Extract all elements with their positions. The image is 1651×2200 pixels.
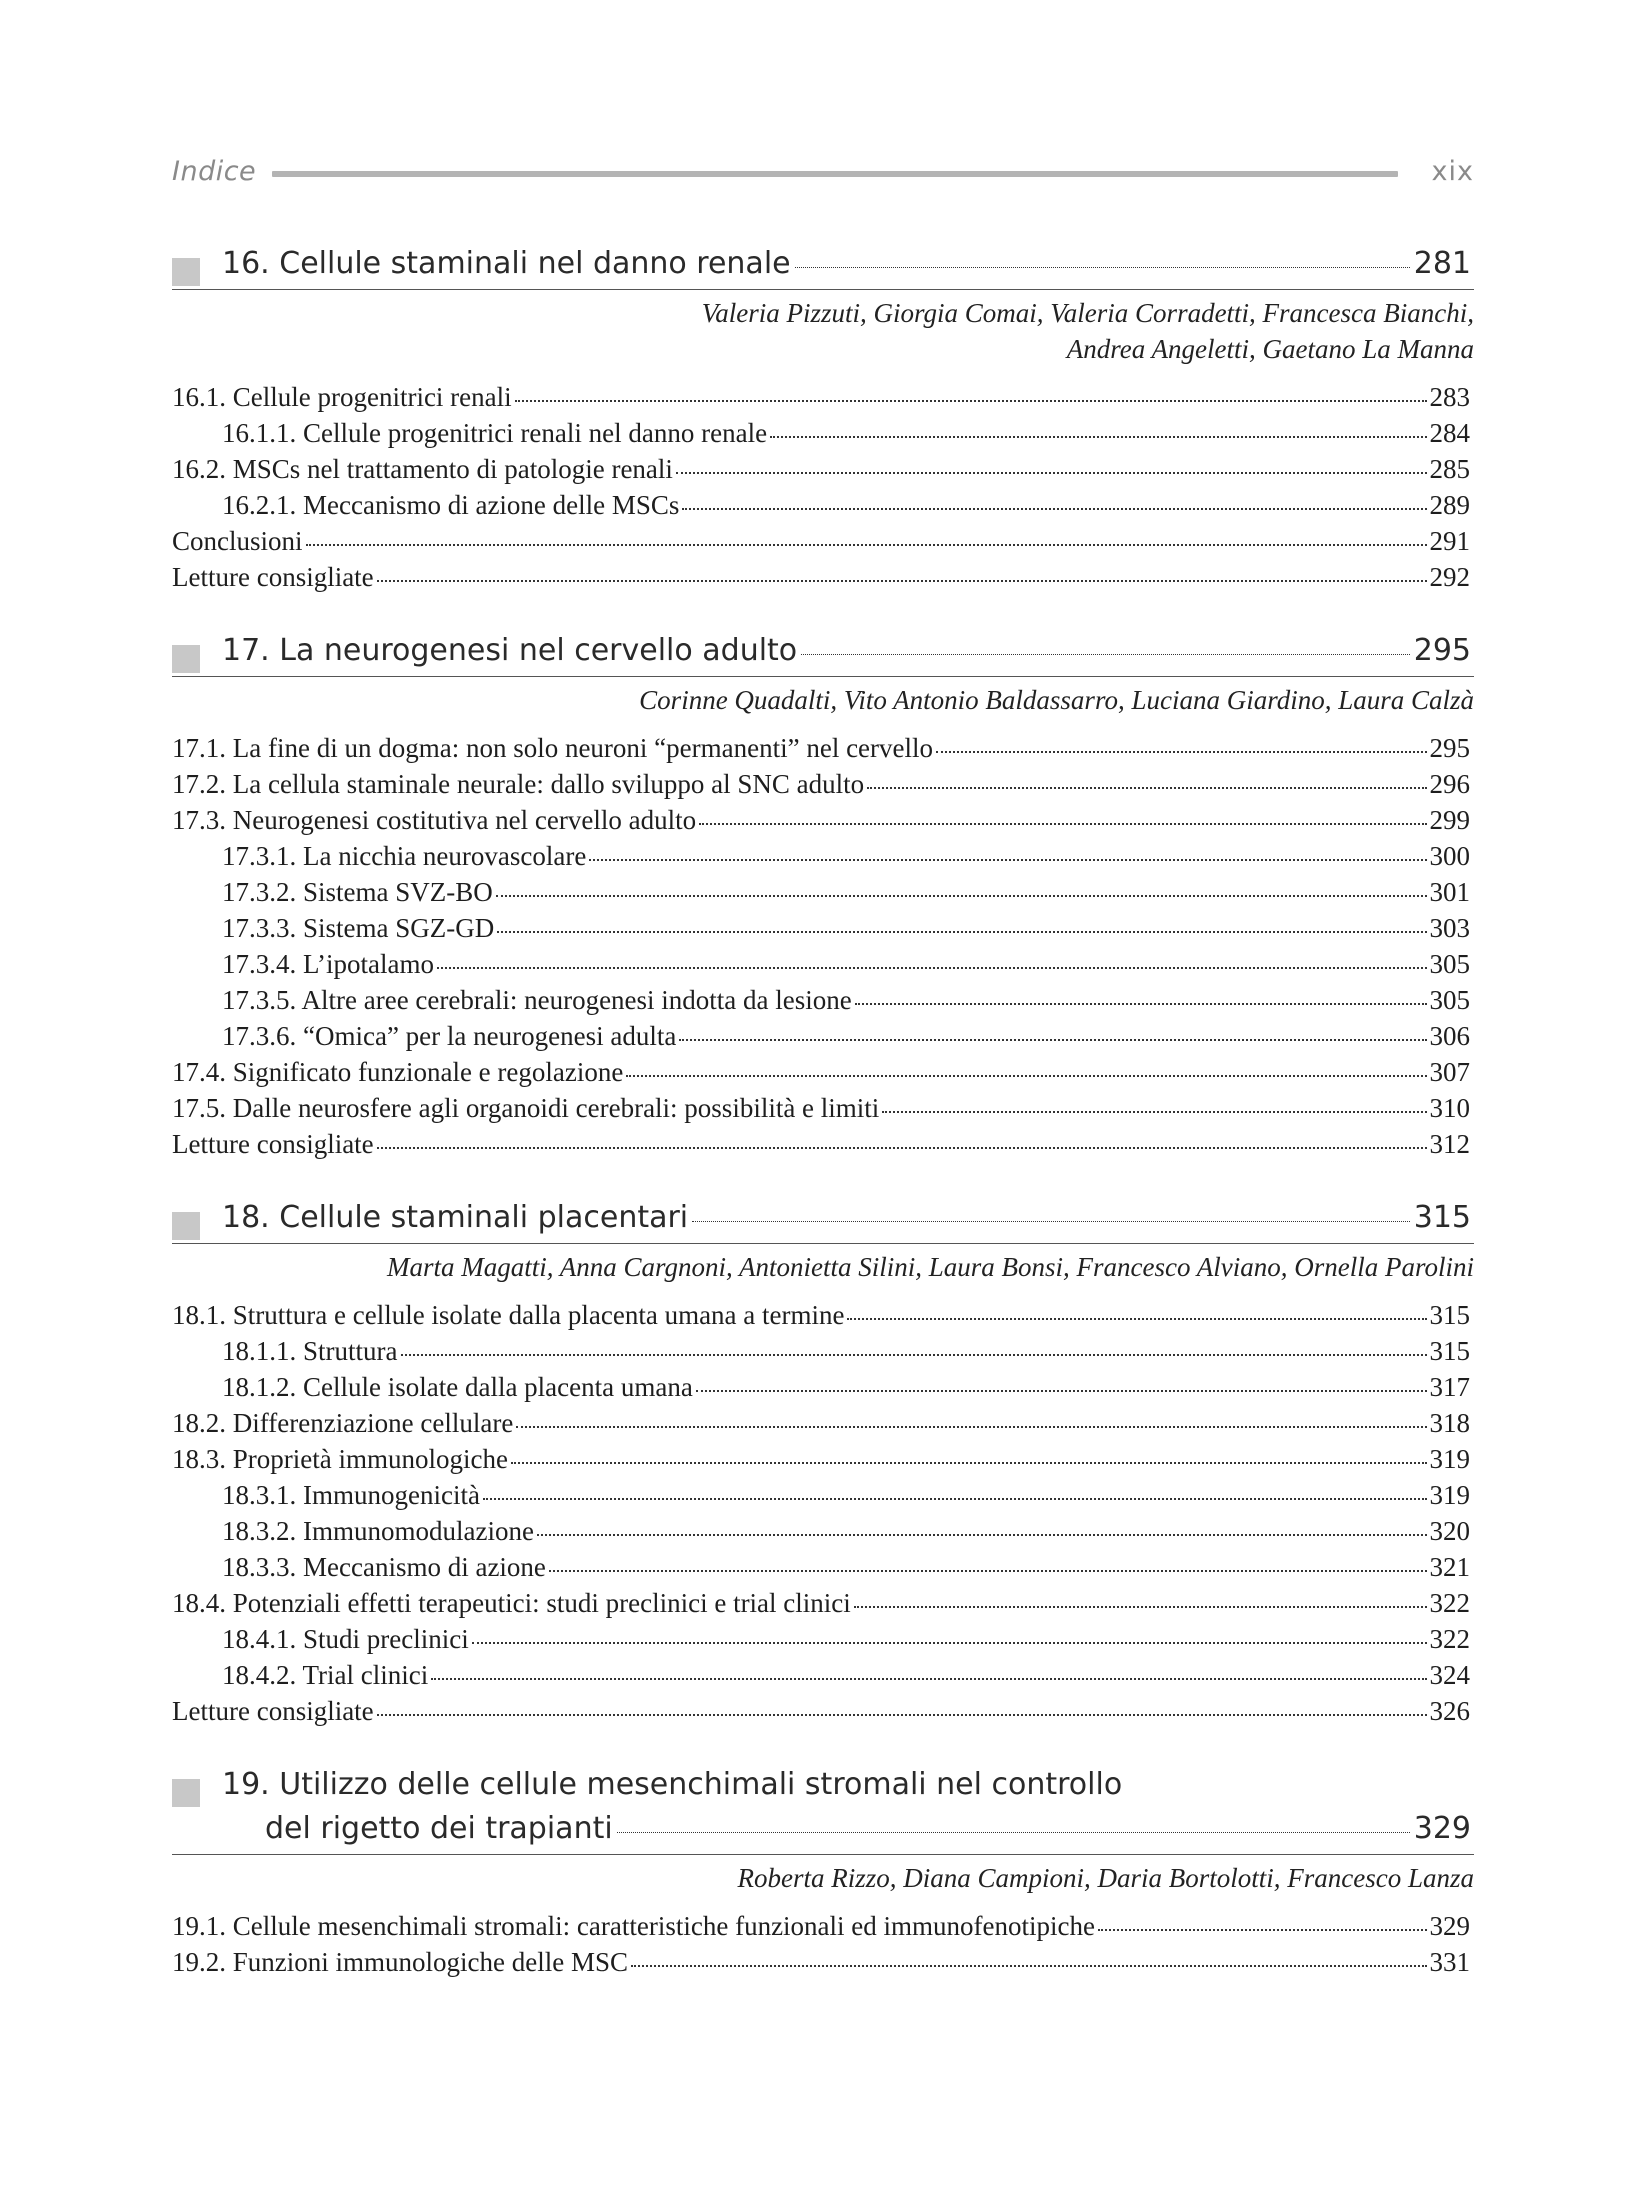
toc-entry[interactable]	[172, 1944, 1474, 1980]
chapter-title-line	[265, 1807, 1474, 1851]
toc-entry-page-number: 307	[1429, 1057, 1470, 1087]
header-rule	[272, 171, 1398, 177]
toc-entry-title: 18.3.1. Immunogenicità	[222, 1480, 480, 1510]
toc-entry-title: 17.3. Neurogenesi costitutiva nel cervello adulto	[172, 805, 697, 835]
toc-entry-page-number: 289	[1429, 490, 1470, 520]
dot-leader	[855, 1003, 1427, 1005]
toc-entry-title: 16.2. MSCs nel trattamento di patologie renali	[172, 454, 673, 484]
chapter-title: 19. Utilizzo delle cellule mesenchimali stromali nel controllo	[222, 1767, 1123, 1802]
toc-entry-page-number: 322	[1429, 1588, 1470, 1618]
running-title: Indice	[172, 156, 257, 187]
dot-leader	[377, 1714, 1427, 1716]
chapter-title: 18. Cellule staminali placentari	[222, 1200, 689, 1235]
toc-entry-title: 18.2. Differenziazione cellulare	[172, 1408, 514, 1438]
toc-entry-list	[172, 1908, 1474, 1980]
toc-entry[interactable]	[172, 730, 1474, 766]
table-of-contents	[172, 242, 1474, 2014]
authors-line: Andrea Angeletti, Gaetano La Manna	[1066, 334, 1474, 364]
dot-leader	[549, 1570, 1427, 1572]
toc-entry-title: 16.2.1. Meccanismo di azione delle MSCs	[222, 490, 680, 520]
toc-entry-page-number: 315	[1429, 1336, 1470, 1366]
page-header	[172, 150, 1474, 196]
toc-entry[interactable]	[172, 1405, 1474, 1441]
dot-leader	[497, 931, 1426, 933]
dot-leader	[936, 751, 1426, 753]
dot-leader	[401, 1354, 1427, 1356]
dot-leader	[696, 1390, 1427, 1392]
toc-entry-page-number: 317	[1429, 1372, 1470, 1402]
toc-entry-title: 17.3.6. “Omica” per la neurogenesi adulta	[222, 1021, 677, 1051]
chapter-title-line	[222, 242, 1474, 286]
toc-entry[interactable]	[172, 1477, 1474, 1513]
toc-entry[interactable]	[172, 451, 1474, 487]
authors-line: Marta Magatti, Anna Cargnoni, Antonietta Silini, Laura Bonsi, Francesco Alviano, Ornella Parolini	[387, 1252, 1474, 1282]
chapter-heading[interactable]	[172, 1763, 1474, 1855]
chapter-section	[172, 629, 1474, 1162]
toc-entry[interactable]	[172, 1369, 1474, 1405]
toc-entry-page-number: 315	[1429, 1300, 1470, 1330]
chapter-authors	[172, 682, 1474, 718]
toc-entry-page-number: 321	[1429, 1552, 1470, 1582]
dot-leader	[617, 1832, 1410, 1833]
chapter-heading[interactable]	[172, 1196, 1474, 1244]
toc-entry-page-number: 310	[1429, 1093, 1470, 1123]
dot-leader	[699, 823, 1426, 825]
dot-leader	[882, 1111, 1426, 1113]
toc-entry-list	[172, 379, 1474, 595]
toc-entry[interactable]	[172, 1054, 1474, 1090]
dot-leader	[589, 859, 1426, 861]
chapter-title-line	[222, 1196, 1474, 1240]
toc-entry[interactable]	[172, 1621, 1474, 1657]
toc-entry[interactable]	[172, 1090, 1474, 1126]
dot-leader	[516, 1426, 1426, 1428]
chapter-section	[172, 1763, 1474, 1980]
toc-entry-page-number: 300	[1429, 841, 1470, 871]
toc-entry-page-number: 318	[1429, 1408, 1470, 1438]
chapter-heading[interactable]	[172, 629, 1474, 677]
toc-entry-title: 17.5. Dalle neurosfere agli organoidi cerebrali: possibilità e limiti	[172, 1093, 880, 1123]
dot-leader	[682, 508, 1426, 510]
toc-entry-title: 18.3.2. Immunomodulazione	[222, 1516, 534, 1546]
toc-entry[interactable]	[172, 1441, 1474, 1477]
dot-leader	[847, 1318, 1426, 1320]
authors-line: Corinne Quadalti, Vito Antonio Baldassarro, Luciana Giardino, Laura Calzà	[639, 685, 1474, 715]
toc-entry-title: 18.4.2. Trial clinici	[222, 1660, 429, 1690]
toc-entry-page-number: 329	[1429, 1911, 1470, 1941]
toc-entry-page-number: 305	[1429, 985, 1470, 1015]
toc-entry-page-number: 292	[1429, 562, 1470, 592]
toc-entry-title: Letture consigliate	[172, 1696, 374, 1726]
dot-leader	[867, 787, 1426, 789]
dot-leader	[472, 1642, 1427, 1644]
dot-leader	[692, 1221, 1410, 1222]
toc-entry-title: 18.4.1. Studi preclinici	[222, 1624, 469, 1654]
toc-entry-title: 17.3.5. Altre aree cerebrali: neurogenesi indotta da lesione	[222, 985, 852, 1015]
dot-leader	[537, 1534, 1427, 1536]
chapter-title: 16. Cellule staminali nel danno renale	[222, 246, 791, 281]
dot-leader	[854, 1606, 1427, 1608]
toc-entry[interactable]	[172, 982, 1474, 1018]
toc-entry[interactable]	[172, 1018, 1474, 1054]
dot-leader	[377, 1147, 1427, 1149]
dot-leader	[770, 436, 1426, 438]
toc-entry-title: Letture consigliate	[172, 1129, 374, 1159]
toc-entry-title: 17.1. La fine di un dogma: non solo neuroni “permanenti” nel cervello	[172, 733, 934, 763]
toc-entry-page-number: 305	[1429, 949, 1470, 979]
toc-entry[interactable]	[172, 1908, 1474, 1944]
toc-entry-page-number: 326	[1429, 1696, 1470, 1726]
chapter-section	[172, 242, 1474, 595]
toc-entry-title: 17.3.4. L’ipotalamo	[222, 949, 434, 979]
toc-entry-page-number: 319	[1429, 1480, 1470, 1510]
dot-leader	[515, 400, 1427, 402]
toc-entry[interactable]	[172, 874, 1474, 910]
toc-entry-page-number: 301	[1429, 877, 1470, 907]
toc-entry-page-number: 291	[1429, 526, 1470, 556]
dot-leader	[1098, 1929, 1427, 1931]
chapter-marker-square	[172, 645, 200, 673]
toc-entry-title: Conclusioni	[172, 526, 303, 556]
chapter-marker-square	[172, 1779, 200, 1807]
chapter-authors	[172, 295, 1474, 367]
toc-entry-title: 17.4. Significato funzionale e regolazione	[172, 1057, 624, 1087]
dot-leader	[306, 544, 1427, 546]
toc-entry-title: 16.1. Cellule progenitrici renali	[172, 382, 512, 412]
chapter-title-line	[222, 629, 1474, 673]
toc-entry-list	[172, 1297, 1474, 1729]
toc-entry[interactable]	[172, 766, 1474, 802]
chapter-page-number: 329	[1413, 1811, 1471, 1846]
toc-entry[interactable]	[172, 1549, 1474, 1585]
toc-entry-page-number: 299	[1429, 805, 1470, 835]
dot-leader	[511, 1462, 1427, 1464]
dot-leader	[795, 267, 1410, 268]
dot-leader	[626, 1075, 1426, 1077]
toc-entry-page-number: 296	[1429, 769, 1470, 799]
page-number: xix	[1431, 156, 1474, 187]
toc-entry-title: 18.4. Potenziali effetti terapeutici: studi preclinici e trial clinici	[172, 1588, 851, 1618]
toc-entry-page-number: 306	[1429, 1021, 1470, 1051]
toc-entry-page-number: 312	[1429, 1129, 1470, 1159]
toc-entry[interactable]	[172, 1333, 1474, 1369]
toc-entry-title: 19.1. Cellule mesenchimali stromali: caratteristiche funzionali ed immunofenotipiche	[172, 1911, 1095, 1941]
dot-leader	[431, 1678, 1426, 1680]
chapter-page-number: 295	[1413, 633, 1471, 668]
toc-entry[interactable]	[172, 910, 1474, 946]
toc-entry-page-number: 324	[1429, 1660, 1470, 1690]
dot-leader	[679, 1039, 1426, 1041]
toc-entry[interactable]	[172, 1126, 1474, 1162]
toc-entry-title: Letture consigliate	[172, 562, 374, 592]
toc-entry-title: 17.3.2. Sistema SVZ-BO	[222, 877, 493, 907]
toc-entry-page-number: 322	[1429, 1624, 1470, 1654]
toc-entry-title: 18.1.1. Struttura	[222, 1336, 398, 1366]
dot-leader	[437, 967, 1427, 969]
toc-entry-title: 18.3. Proprietà immunologiche	[172, 1444, 508, 1474]
toc-entry[interactable]	[172, 1657, 1474, 1693]
toc-entry-title: 18.1. Struttura e cellule isolate dalla placenta umana a termine	[172, 1300, 845, 1330]
chapter-marker-square	[172, 1212, 200, 1240]
toc-entry-page-number: 284	[1429, 418, 1470, 448]
toc-entry-title: 17.2. La cellula staminale neurale: dallo sviluppo al SNC adulto	[172, 769, 865, 799]
chapter-section	[172, 1196, 1474, 1729]
toc-entry-title: 17.3.3. Sistema SGZ-GD	[222, 913, 495, 943]
toc-entry-title: 18.1.2. Cellule isolate dalla placenta umana	[222, 1372, 693, 1402]
toc-entry-title: 16.1.1. Cellule progenitrici renali nel danno renale	[222, 418, 768, 448]
toc-entry-title: 19.2. Funzioni immunologiche delle MSC	[172, 1947, 628, 1977]
chapter-marker-square	[172, 258, 200, 286]
dot-leader	[676, 472, 1427, 474]
toc-entry[interactable]	[172, 1297, 1474, 1333]
toc-entry-page-number: 303	[1429, 913, 1470, 943]
toc-entry[interactable]	[172, 838, 1474, 874]
toc-entry[interactable]	[172, 802, 1474, 838]
toc-entry[interactable]	[172, 946, 1474, 982]
toc-entry[interactable]	[172, 379, 1474, 415]
toc-entry-list	[172, 730, 1474, 1162]
toc-entry-page-number: 295	[1429, 733, 1470, 763]
toc-entry-title: 17.3.1. La nicchia neurovascolare	[222, 841, 587, 871]
chapter-title: 17. La neurogenesi nel cervello adulto	[222, 633, 798, 668]
toc-entry[interactable]	[172, 523, 1474, 559]
toc-entry-title: 18.3.3. Meccanismo di azione	[222, 1552, 546, 1582]
toc-entry[interactable]	[172, 1585, 1474, 1621]
chapter-heading[interactable]	[172, 242, 1474, 290]
dot-leader	[496, 895, 1427, 897]
chapter-title-line	[222, 1763, 1474, 1807]
chapter-page-number: 281	[1413, 246, 1471, 281]
toc-entry[interactable]	[172, 1513, 1474, 1549]
dot-leader	[483, 1498, 1427, 1500]
toc-entry[interactable]	[172, 1693, 1474, 1729]
toc-entry-page-number: 320	[1429, 1516, 1470, 1546]
chapter-page-number: 315	[1413, 1200, 1471, 1235]
dot-leader	[377, 580, 1427, 582]
toc-entry-page-number: 285	[1429, 454, 1470, 484]
dot-leader	[631, 1965, 1427, 1967]
toc-entry[interactable]	[172, 559, 1474, 595]
toc-entry-page-number: 319	[1429, 1444, 1470, 1474]
toc-entry-page-number: 283	[1429, 382, 1470, 412]
authors-line: Valeria Pizzuti, Giorgia Comai, Valeria Corradetti, Francesca Bianchi,	[701, 298, 1474, 328]
toc-entry[interactable]	[172, 415, 1474, 451]
dot-leader	[801, 654, 1410, 655]
chapter-title: del rigetto dei trapianti	[265, 1811, 613, 1846]
authors-line: Roberta Rizzo, Diana Campioni, Daria Bortolotti, Francesco Lanza	[737, 1863, 1474, 1893]
chapter-authors	[172, 1860, 1474, 1896]
toc-entry[interactable]	[172, 487, 1474, 523]
toc-entry-page-number: 331	[1429, 1947, 1470, 1977]
chapter-authors	[172, 1249, 1474, 1285]
